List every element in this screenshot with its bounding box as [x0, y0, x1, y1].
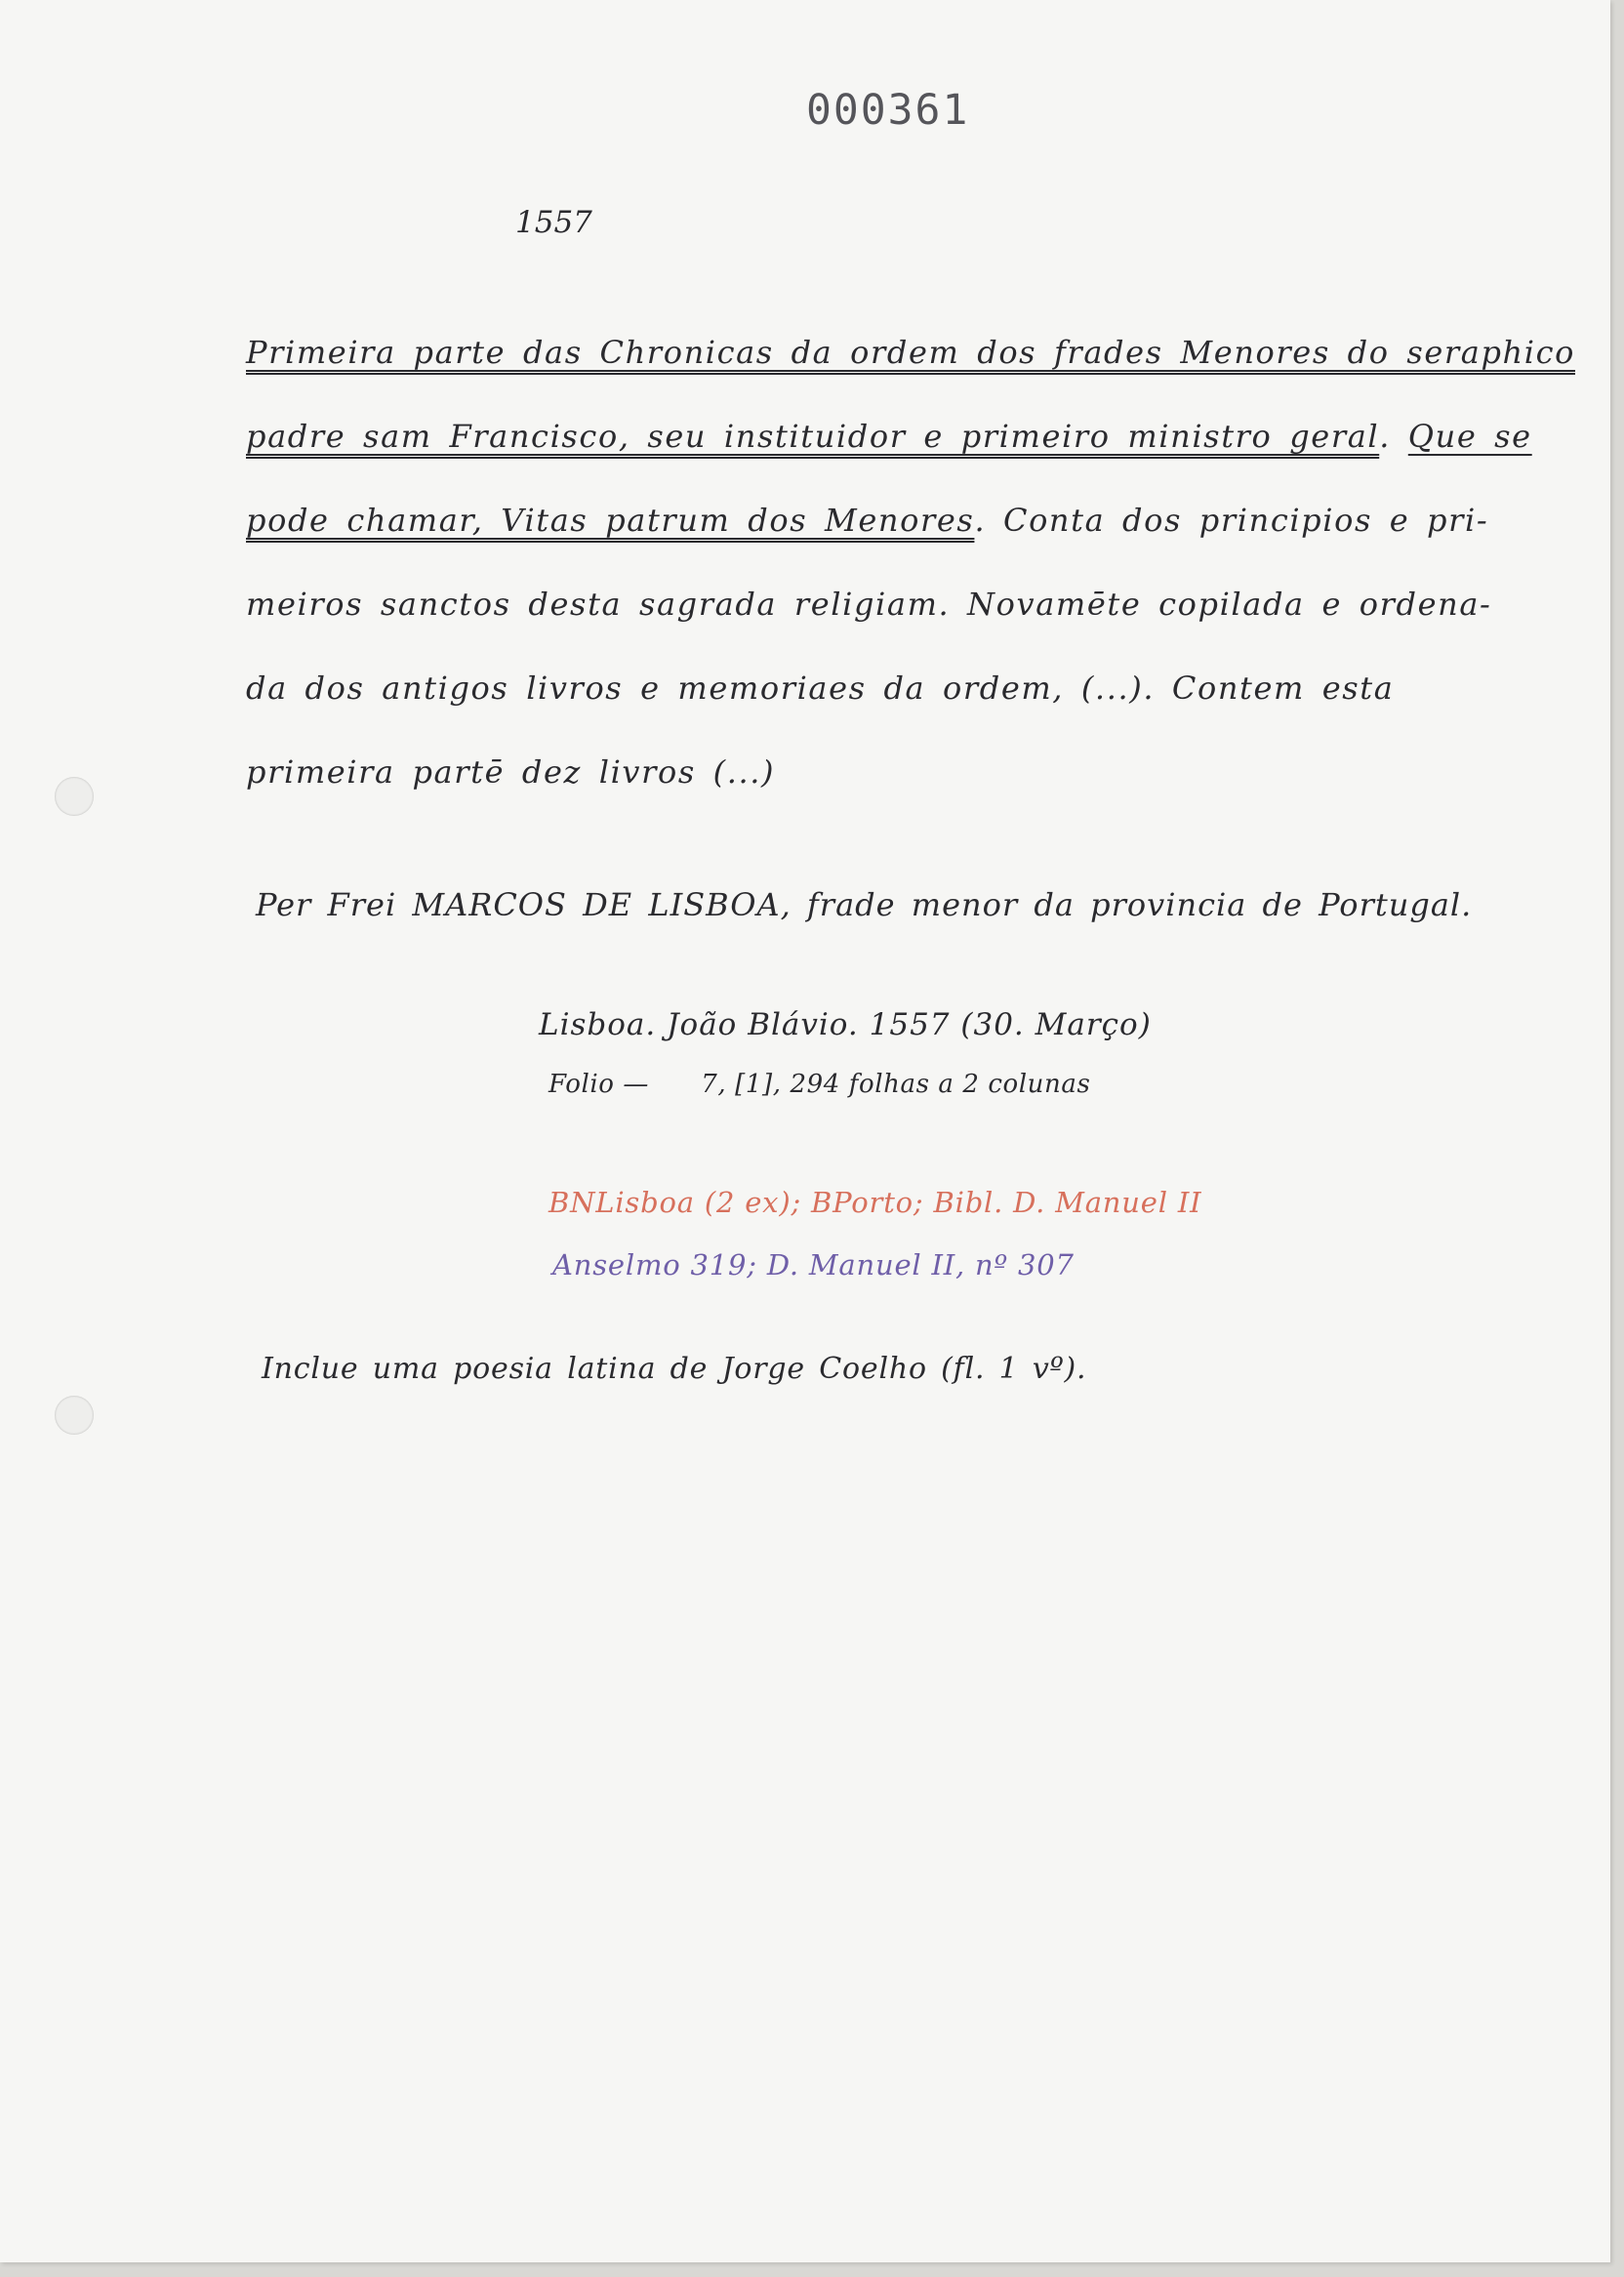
title-line-2-underlined: padre sam Francisco, seu instituidor e primeiro ministro geral	[246, 418, 1380, 455]
title-line-1: Primeira parte das Chronicas da ordem dos frades Menores do seraphico	[246, 334, 1575, 371]
bibliographic-references: Anselmo 319; D. Manuel II, nº 307	[552, 1248, 1075, 1281]
title-line-4: meiros sanctos desta sagrada religiam. Novamēte copilada e ordena-	[246, 586, 1492, 623]
author-line: Per Frei MARCOS DE LISBOA, frade menor da provincia de Portugal.	[256, 886, 1473, 923]
stamp-number: 000361	[806, 86, 970, 135]
library-locations: BNLisboa (2 ex); BPorto; Bibl. D. Manuel II	[548, 1186, 1202, 1219]
title-line-6: primeira partē dez livros (...)	[246, 753, 776, 791]
punch-hole-bottom	[55, 1396, 94, 1435]
title-line-5: da dos antigos livros e memoriaes da ordem, (...). Contem esta	[246, 670, 1395, 707]
title-line-2-separator: .	[1379, 418, 1408, 455]
year-heading: 1557	[515, 205, 592, 240]
title-line-3-underlined: pode chamar, Vitas patrum dos Menores	[246, 502, 975, 539]
title-line-3-rest: . Conta dos principios e pri-	[974, 502, 1489, 539]
title-line-3	[246, 502, 1488, 539]
imprint-line: Lisboa. João Blávio. 1557 (30. Março)	[539, 1007, 1152, 1042]
punch-hole-top	[55, 777, 94, 816]
title-line-2-continuation: Que se	[1407, 418, 1532, 455]
title-line-2	[246, 418, 1532, 455]
format-line: Folio — 7, [1], 294 folhas a 2 colunas	[548, 1070, 1091, 1099]
note-line: Inclue uma poesia latina de Jorge Coelho (fl. 1 vº).	[262, 1352, 1087, 1386]
